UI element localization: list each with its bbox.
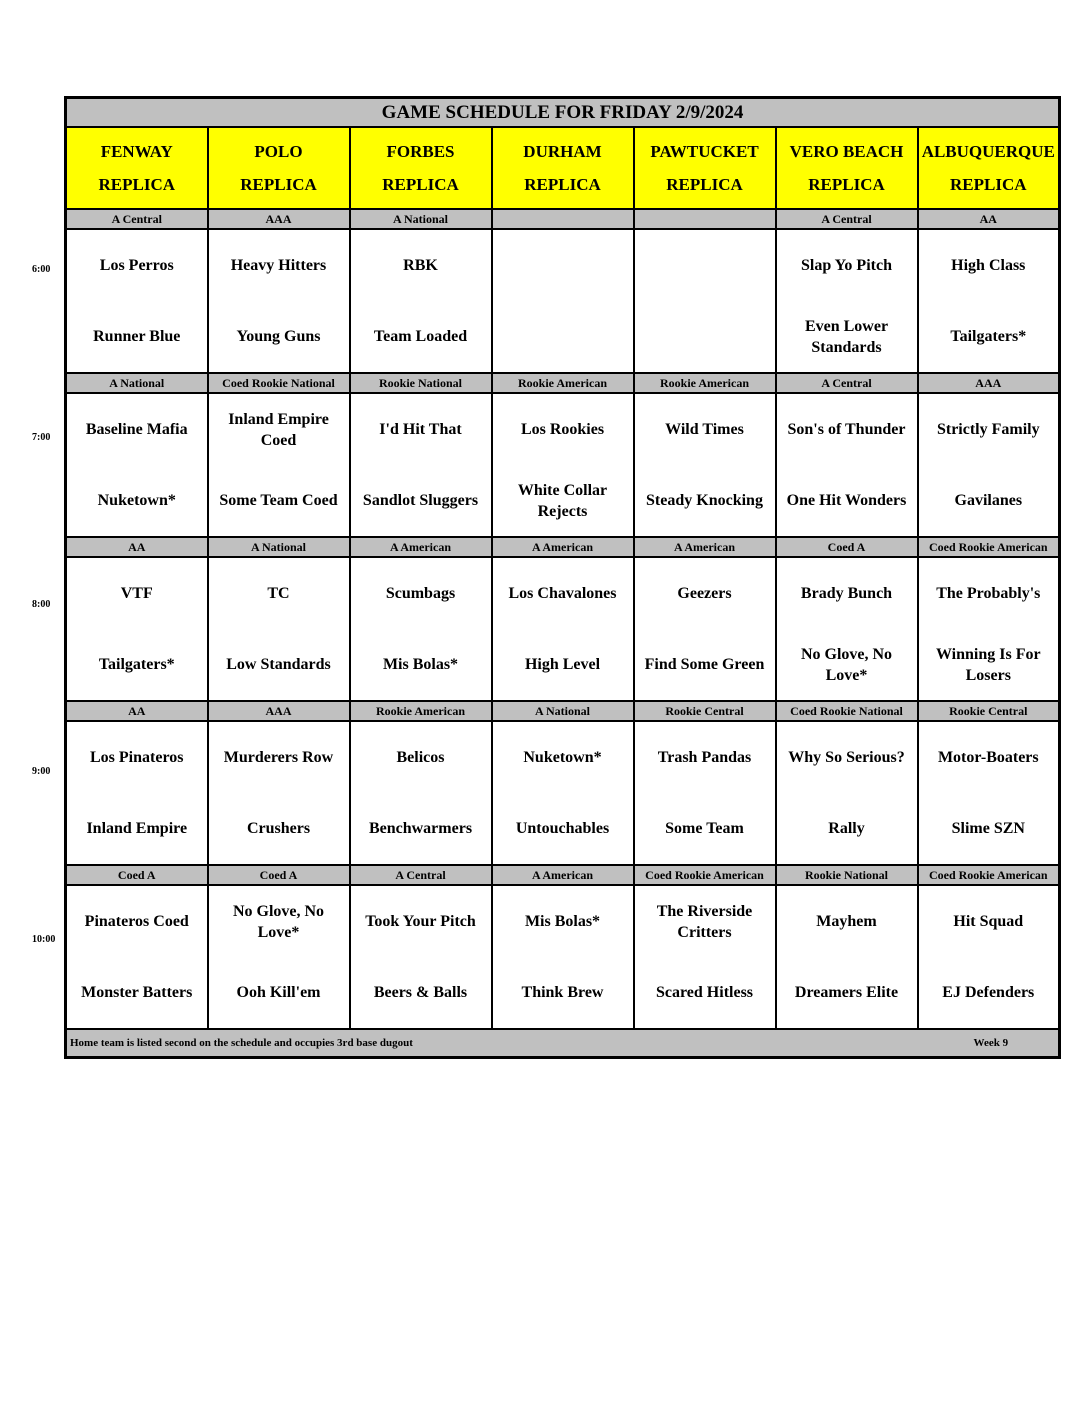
away-team: Son's of Thunder — [787, 421, 906, 438]
division-label: Rookie National — [350, 373, 492, 393]
division-label — [634, 209, 776, 229]
away-team — [493, 230, 633, 301]
division-row — [66, 701, 1060, 721]
division-label: A Central — [776, 209, 918, 229]
game-cell — [208, 393, 350, 537]
away-team: Inland Empire Coed — [228, 410, 329, 449]
away-team: Baseline Mafia — [85, 421, 188, 438]
game-matchup — [635, 722, 775, 864]
division-label: A American — [634, 537, 776, 557]
home-team: Nuketown* — [97, 492, 176, 509]
footer-row-tr — [66, 1029, 1060, 1058]
game-cell — [66, 721, 208, 865]
time-slot-label: 10:00 — [32, 934, 56, 945]
division-label: A Central — [66, 209, 208, 229]
game-matchup — [919, 886, 1059, 1028]
away-team: I'd Hit That — [379, 421, 462, 438]
field-header — [66, 127, 208, 209]
division-label: A Central — [776, 373, 918, 393]
game-cell — [918, 885, 1060, 1029]
game-cell — [350, 557, 492, 701]
home-team: No Glove, No Love* — [800, 645, 893, 684]
game-matchup — [777, 886, 917, 1028]
game-matchup — [351, 558, 491, 700]
field-header-row — [66, 127, 1060, 209]
game-matchup — [777, 722, 917, 864]
game-matchup — [351, 722, 491, 864]
home-team — [493, 301, 633, 372]
game-matchup — [67, 886, 207, 1028]
away-team: Heavy Hitters — [230, 257, 327, 274]
away-team: Belicos — [396, 749, 445, 766]
home-team: Rally — [828, 820, 865, 837]
division-label: Rookie Central — [918, 701, 1060, 721]
game-matchup — [493, 230, 633, 372]
time-column — [0, 0, 64, 1408]
home-team: Tailgaters* — [950, 328, 1027, 345]
division-label: A National — [66, 373, 208, 393]
division-row — [66, 209, 1060, 229]
game-cell — [492, 229, 634, 373]
game-cell — [66, 885, 208, 1029]
field-header — [918, 127, 1060, 209]
time-slot-label: 6:00 — [32, 264, 51, 275]
away-team: Mayhem — [816, 913, 877, 930]
division-label: AA — [66, 537, 208, 557]
field-type: REPLICA — [240, 175, 317, 194]
field-name: DURHAM — [523, 142, 602, 161]
home-team: Young Guns — [236, 328, 321, 345]
game-matchup — [635, 230, 775, 372]
division-label: Coed Rookie American — [918, 865, 1060, 885]
game-cell — [634, 885, 776, 1029]
division-row — [66, 865, 1060, 885]
away-team: High Class — [951, 257, 1026, 274]
game-matchup — [67, 394, 207, 536]
away-team: The Riverside Critters — [656, 902, 753, 941]
home-team: Steady Knocking — [646, 492, 763, 509]
game-row — [66, 885, 1060, 1029]
away-team: The Probably's — [936, 585, 1041, 602]
division-label: Rookie Central — [634, 701, 776, 721]
field-header — [208, 127, 350, 209]
division-label: AAA — [208, 701, 350, 721]
away-team: No Glove, No Love* — [232, 902, 325, 941]
home-team: Mis Bolas* — [382, 656, 459, 673]
home-team: EJ Defenders — [942, 984, 1035, 1001]
division-label: A National — [350, 209, 492, 229]
game-cell — [208, 885, 350, 1029]
home-team: Sandlot Sluggers — [362, 492, 479, 509]
game-matchup — [351, 886, 491, 1028]
game-cell — [350, 721, 492, 865]
home-team: One Hit Wonders — [786, 492, 907, 509]
game-matchup — [209, 394, 349, 536]
division-label: Coed Rookie American — [918, 537, 1060, 557]
away-team: VTF — [120, 585, 153, 602]
field-name: ALBUQUERQUE — [921, 142, 1055, 161]
field-name: VERO BEACH — [789, 142, 904, 161]
field-type: REPLICA — [950, 175, 1027, 194]
field-name: PAWTUCKET — [650, 142, 759, 161]
away-team: Los Pinateros — [90, 749, 184, 766]
division-label: A American — [350, 537, 492, 557]
division-label: A National — [492, 701, 634, 721]
division-row — [66, 373, 1060, 393]
game-cell — [492, 557, 634, 701]
game-matchup — [919, 722, 1059, 864]
away-team: Trash Pandas — [657, 749, 752, 766]
game-cell — [776, 393, 918, 537]
game-cell — [66, 229, 208, 373]
home-team: Winning Is For Losers — [935, 645, 1041, 684]
home-team: Even Lower Standards — [804, 317, 889, 356]
game-matchup — [493, 558, 633, 700]
footer-note: Home team is listed second on the schedule and occupies 3rd base dugout — [70, 1037, 413, 1049]
game-cell — [208, 721, 350, 865]
time-slot-label: 7:00 — [32, 432, 51, 443]
division-label: Rookie American — [634, 373, 776, 393]
away-team: Mis Bolas* — [524, 913, 601, 930]
home-team: Monster Batters — [81, 984, 193, 1001]
game-cell — [350, 885, 492, 1029]
away-team: Scumbags — [385, 585, 456, 602]
away-team: Why So Serious? — [788, 749, 905, 766]
away-team: Took Your Pitch — [365, 913, 476, 930]
game-cell — [350, 393, 492, 537]
division-label: Rookie National — [776, 865, 918, 885]
footer-cell — [66, 1029, 1060, 1058]
field-header — [776, 127, 918, 209]
game-cell — [634, 557, 776, 701]
game-cell — [208, 229, 350, 373]
division-label: AAA — [208, 209, 350, 229]
away-team: Strictly Family — [936, 421, 1040, 438]
field-name: FENWAY — [100, 142, 173, 161]
home-team: Some Team Coed — [219, 492, 338, 509]
game-matchup — [919, 394, 1059, 536]
field-type: REPLICA — [382, 175, 459, 194]
field-name: FORBES — [386, 142, 455, 161]
away-team: Murderers Row — [223, 749, 334, 766]
home-team: Dreamers Elite — [794, 984, 899, 1001]
game-matchup — [919, 558, 1059, 700]
time-slot-label: 9:00 — [32, 766, 51, 777]
away-team: Wild Times — [665, 421, 744, 438]
field-name: POLO — [254, 142, 303, 161]
game-matchup — [777, 230, 917, 372]
home-team: Gavilanes — [954, 492, 1023, 509]
game-cell — [492, 393, 634, 537]
game-cell — [776, 885, 918, 1029]
home-team: Slime SZN — [951, 820, 1025, 837]
game-cell — [492, 885, 634, 1029]
field-header — [350, 127, 492, 209]
home-team: High Level — [524, 656, 601, 673]
away-team: Los Chavalones — [508, 585, 617, 602]
division-row — [66, 537, 1060, 557]
away-team: Los Rookies — [520, 421, 605, 438]
home-team: Some Team — [665, 820, 744, 837]
division-label: Rookie American — [492, 373, 634, 393]
home-team: Think Brew — [521, 984, 604, 1001]
game-cell — [776, 721, 918, 865]
home-team: Scared Hitless — [655, 984, 754, 1001]
game-cell — [208, 557, 350, 701]
division-label: Rookie American — [350, 701, 492, 721]
away-team: Hit Squad — [953, 913, 1024, 930]
division-label: Coed Rookie American — [634, 865, 776, 885]
game-matchup — [777, 558, 917, 700]
game-matchup — [209, 886, 349, 1028]
game-row — [66, 229, 1060, 373]
game-cell — [918, 393, 1060, 537]
week-label: Week 9 — [973, 1037, 1009, 1049]
home-team: Untouchables — [515, 820, 610, 837]
field-type: REPLICA — [524, 175, 601, 194]
time-slot-label: 8:00 — [32, 599, 51, 610]
division-label: AA — [66, 701, 208, 721]
game-matchup — [493, 722, 633, 864]
away-team: RBK — [403, 257, 438, 274]
game-matchup — [635, 558, 775, 700]
game-matchup — [67, 230, 207, 372]
game-matchup — [919, 230, 1059, 372]
division-label: A Central — [350, 865, 492, 885]
game-matchup — [351, 394, 491, 536]
footer — [67, 1037, 1058, 1049]
game-row — [66, 393, 1060, 537]
field-header — [492, 127, 634, 209]
field-header — [634, 127, 776, 209]
game-row — [66, 721, 1060, 865]
home-team: Team Loaded — [373, 328, 468, 345]
division-label: Coed A — [66, 865, 208, 885]
game-matchup — [351, 230, 491, 372]
division-label: A National — [208, 537, 350, 557]
division-label: Coed Rookie National — [776, 701, 918, 721]
away-team: Brady Bunch — [800, 585, 893, 602]
field-type: REPLICA — [808, 175, 885, 194]
home-team: Inland Empire — [86, 820, 188, 837]
division-label — [492, 209, 634, 229]
schedule-title: GAME SCHEDULE FOR FRIDAY 2/9/2024 — [66, 98, 1060, 128]
game-cell — [634, 721, 776, 865]
division-label: A American — [492, 537, 634, 557]
division-label: Coed Rookie National — [208, 373, 350, 393]
game-cell — [66, 393, 208, 537]
game-cell — [918, 229, 1060, 373]
home-team: White Collar Rejects — [517, 481, 608, 520]
home-team: Ooh Kill'em — [236, 984, 321, 1001]
game-matchup — [209, 230, 349, 372]
home-team: Tailgaters* — [98, 656, 175, 673]
game-matchup — [209, 722, 349, 864]
game-matchup — [67, 722, 207, 864]
game-cell — [492, 721, 634, 865]
title-row — [66, 98, 1060, 128]
field-type: REPLICA — [666, 175, 743, 194]
away-team: Motor-Boaters — [937, 749, 1039, 766]
division-label: Coed A — [208, 865, 350, 885]
game-cell — [776, 229, 918, 373]
division-label: AA — [918, 209, 1060, 229]
division-label: Coed A — [776, 537, 918, 557]
division-label: A American — [492, 865, 634, 885]
home-team: Crushers — [246, 820, 311, 837]
game-cell — [634, 393, 776, 537]
game-cell — [634, 229, 776, 373]
away-team: Slap Yo Pitch — [801, 257, 892, 274]
game-matchup — [493, 394, 633, 536]
home-team — [635, 301, 775, 372]
game-cell — [66, 557, 208, 701]
game-schedule-table — [64, 96, 1061, 1059]
game-matchup — [635, 886, 775, 1028]
field-type: REPLICA — [98, 175, 175, 194]
game-matchup — [635, 394, 775, 536]
game-matchup — [209, 558, 349, 700]
game-cell — [776, 557, 918, 701]
game-cell — [918, 721, 1060, 865]
game-matchup — [777, 394, 917, 536]
home-team: Low Standards — [226, 656, 331, 673]
game-row — [66, 557, 1060, 701]
game-cell — [350, 229, 492, 373]
game-matchup — [493, 886, 633, 1028]
away-team — [635, 230, 775, 301]
away-team: Los Perros — [99, 257, 174, 274]
game-matchup — [67, 558, 207, 700]
home-team: Benchwarmers — [368, 820, 473, 837]
division-label: AAA — [918, 373, 1060, 393]
game-cell — [918, 557, 1060, 701]
home-team: Runner Blue — [93, 328, 181, 345]
home-team: Find Some Green — [644, 656, 765, 673]
away-team: TC — [267, 585, 290, 602]
away-team: Geezers — [677, 585, 732, 602]
away-team: Nuketown* — [523, 749, 602, 766]
away-team: Pinateros Coed — [84, 913, 189, 930]
home-team: Beers & Balls — [373, 984, 468, 1001]
